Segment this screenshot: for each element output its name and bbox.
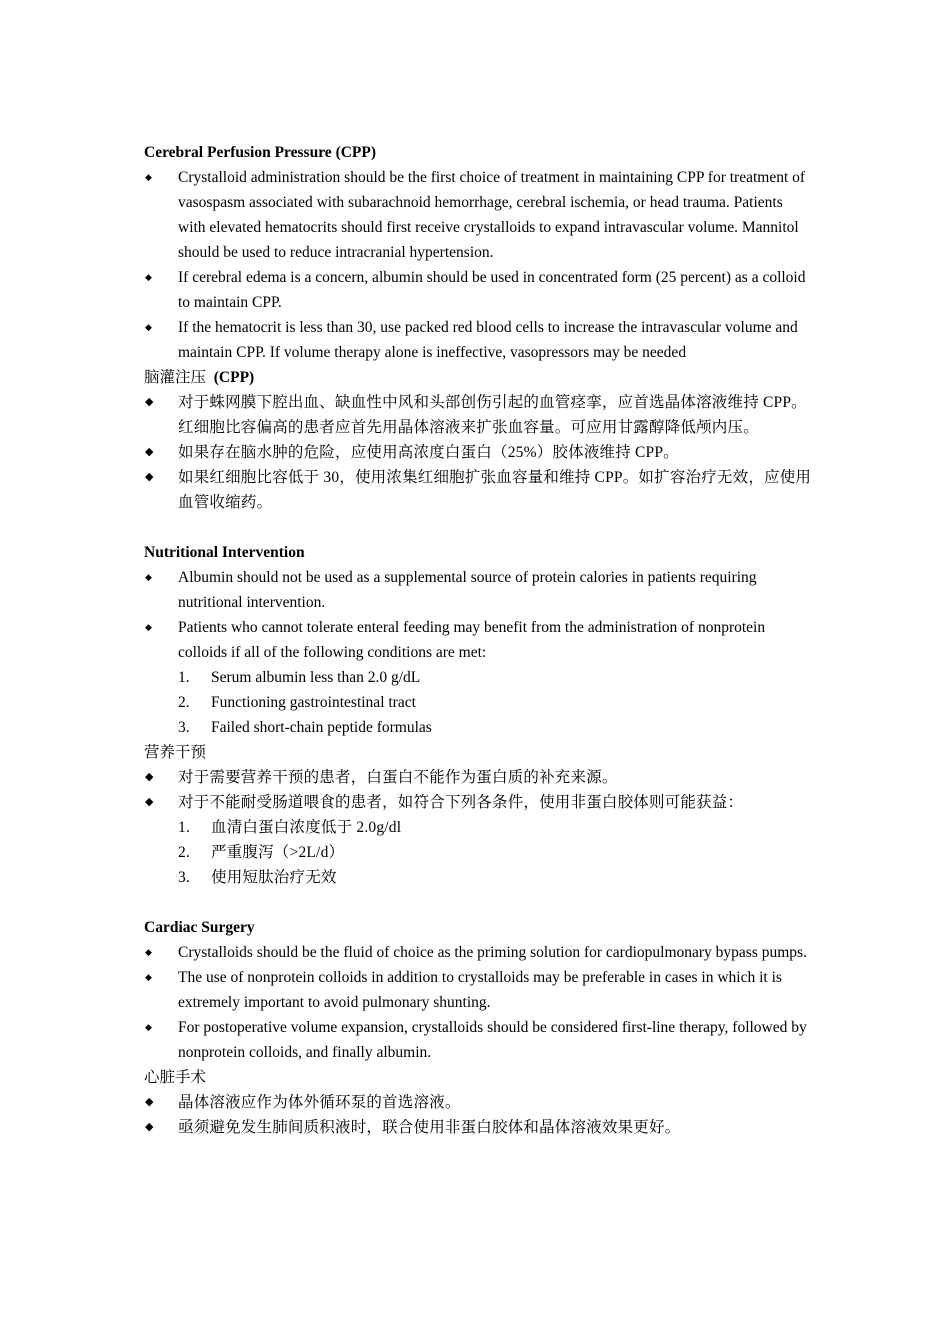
item-text: 严重腹泻（>2L/d）: [211, 844, 345, 861]
list-item: ◆ For postoperative volume expansion, crystalloids should be considered first-line therapy, followed by nonprotein colloids, and finally albumin.: [144, 1015, 812, 1065]
numbered-item: [144, 715, 812, 740]
item-number: 1.: [178, 819, 191, 836]
section-title-nutrition: Nutritional Intervention: [144, 544, 305, 561]
nutrition-bullets-en: [144, 565, 812, 665]
section-title-cardiac-zh: 心脏手术: [144, 1069, 207, 1086]
item-number: 2.: [178, 694, 190, 711]
item-text: Serum albumin less than 2.0 g/dL: [211, 669, 421, 686]
list-item: ◆ 晶体溶液应作为体外循环泵的首选溶液。: [144, 1090, 812, 1115]
cardiac-bullets-en: [144, 940, 812, 1065]
section-title-nutrition-zh: 营养干预: [144, 744, 207, 761]
section-title-cardiac: Cardiac Surgery: [144, 919, 255, 936]
item-text: Failed short-chain peptide formulas: [211, 719, 432, 736]
cpp-bullets-zh: [144, 390, 812, 515]
list-item: ◆ Crystalloids should be the fluid of choice as the priming solution for cardiopulmonary bypass pumps.: [144, 940, 812, 965]
list-item: ◆ If cerebral edema is a concern, albumin should be used in concentrated form (25 percent) as a colloid to maintain CPP.: [144, 265, 812, 315]
document-page: [144, 140, 812, 1140]
section-title-cpp: Cerebral Perfusion Pressure (CPP): [144, 144, 377, 161]
numbered-item: [144, 840, 812, 865]
numbered-item: [144, 865, 812, 890]
section-spacer: [144, 890, 812, 915]
list-item: ◆ 亟须避免发生肺间质积液时，联合使用非蛋白胶体和晶体溶液效果更好。: [144, 1115, 812, 1140]
nutrition-conditions-zh: [144, 815, 812, 890]
nutrition-bullets-zh: [144, 765, 812, 815]
section-title-cpp-zh: [144, 365, 812, 390]
section-spacer: [144, 515, 812, 540]
cpp-bullets-en: [144, 165, 812, 365]
section-title-cpp-zh-suffix: (CPP): [213, 369, 255, 386]
item-number: 1.: [178, 669, 190, 686]
list-item: ◆ If the hematocrit is less than 30, use packed red blood cells to increase the intravascular volume and maintain CPP. If volume therapy alone is ineffective, vasopressors may be needed: [144, 315, 812, 365]
item-number: 3.: [178, 869, 191, 886]
numbered-item: [144, 815, 812, 840]
list-item: ◆ Patients who cannot tolerate enteral feeding may benefit from the administration of nonprotein colloids if all of the following conditions are met:: [144, 615, 812, 665]
item-number: 3.: [178, 719, 190, 736]
item-text: 使用短肽治疗无效: [211, 869, 337, 886]
list-item: ◆ 如果存在脑水肿的危险，应使用高浓度白蛋白（25%）胶体液维持 CPP。: [144, 440, 812, 465]
numbered-item: [144, 665, 812, 690]
item-text: 血清白蛋白浓度低于 2.0g/dl: [211, 819, 402, 836]
item-number: 2.: [178, 844, 191, 861]
numbered-item: [144, 690, 812, 715]
list-item: ◆ 如果红细胞比容低于 30，使用浓集红细胞扩张血容量和维持 CPP。如扩容治疗无效，应使用血管收缩药。: [144, 465, 812, 515]
list-item: ◆ 对于需要营养干预的患者，白蛋白不能作为蛋白质的补充来源。: [144, 765, 812, 790]
section-title-cpp-zh-text: 脑灌注压: [144, 369, 207, 386]
nutrition-conditions-en: [144, 665, 812, 740]
list-item: ◆ The use of nonprotein colloids in addition to crystalloids may be preferable in cases in which it is extremely important to avoid pulmonary shunting.: [144, 965, 812, 1015]
cardiac-bullets-zh: [144, 1090, 812, 1140]
list-item: ◆ 对于蛛网膜下腔出血、缺血性中风和头部创伤引起的血管痉挛，应首选晶体溶液维持 CPP。红细胞比容偏高的患者应首先用晶体溶液来扩张血容量。可应用甘露醇降低颅内压。: [144, 390, 812, 440]
list-item: ◆ Albumin should not be used as a supplemental source of protein calories in patients requiring nutritional intervention.: [144, 565, 812, 615]
list-item: ◆ 对于不能耐受肠道喂食的患者，如符合下列各条件，使用非蛋白胶体则可能获益：: [144, 790, 812, 815]
item-text: Functioning gastrointestinal tract: [211, 694, 416, 711]
list-item: ◆ Crystalloid administration should be the first choice of treatment in maintaining CPP for treatment of vasospasm associated with subarachnoid hemorrhage, cerebral ischemia, or head trauma. Patients with elevated hematocrits should first receive crystalloids to expand intravascular volume. Mannitol should be used to reduce intracranial hypertension.: [144, 165, 812, 265]
